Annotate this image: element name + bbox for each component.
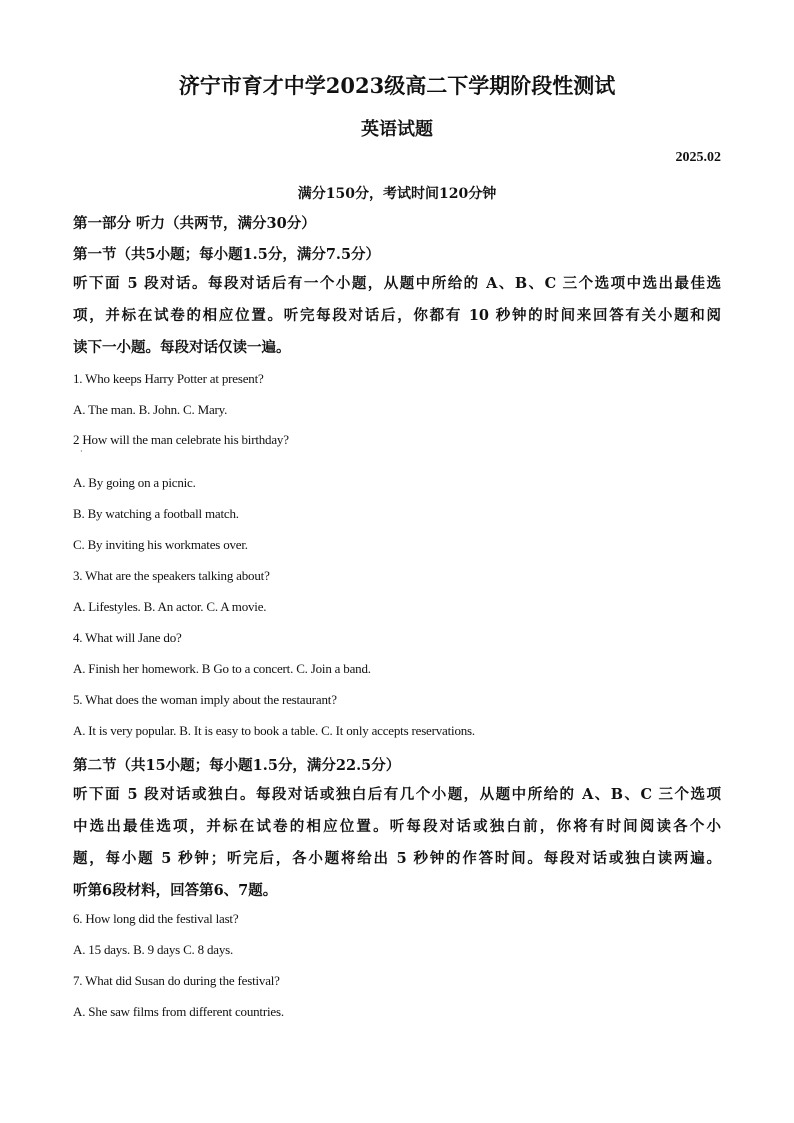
instruction-line: 听下面 5 段对话或独白。每段对话或独白后有几个小题，从题中所给的 A、B、C 三个选项	[73, 786, 721, 803]
question-3-options: A. Lifestyles. B. An actor. C. A movie.	[73, 599, 267, 614]
question-5-options: A. It is very popular. B. It is easy to book a table. C. It only accepts reservations.	[73, 723, 475, 738]
question-6: 6. How long did the festival last?	[73, 911, 239, 926]
instruction-line: 中选出最佳选项，并标在试卷的相应位置。听每段对话或独白前，你将有时间阅读各个小	[73, 818, 721, 835]
part1-heading: 第一部分 听力（共两节，满分30分）	[73, 215, 316, 232]
instruction-line: 项，并标在试卷的相应位置。听完每段对话后，你都有 10 秒钟的时间来回答有关小题和阅	[73, 307, 721, 324]
exam-subtitle: 英语试题	[361, 119, 433, 140]
instruction-line: 听第6段材料，回答第6、7题。	[73, 882, 278, 899]
instruction-line: 题，每小题 5 秒钟；听完后，各小题将给出 5 秒钟的作答时间。每段对话或独白读两遍。	[73, 850, 721, 867]
question-4: 4. What will Jane do?	[73, 630, 182, 645]
question-3: 3. What are the speakers talking about?	[73, 568, 270, 583]
section2-instructions	[73, 779, 721, 907]
question-2: 2 How will the man celebrate his birthday?	[73, 432, 289, 447]
question-5: 5. What does the woman imply about the restaurant?	[73, 692, 337, 707]
question-2-option-a: A. By going on a picnic.	[73, 475, 196, 490]
question-7: 7. What did Susan do during the festival?	[73, 973, 280, 988]
section1-heading: 第一节（共5小题；每小题1.5分，满分7.5分）	[73, 246, 381, 263]
exam-title: 济宁市育才中学2023级高二下学期阶段性测试	[178, 73, 616, 98]
score-info: 满分150分，考试时间120分钟	[297, 186, 497, 202]
question-4-options: A. Finish her homework. B Go to a concert. C. Join a band.	[73, 661, 371, 676]
section2-heading: 第二节（共15小题；每小题1.5分，满分22.5分）	[73, 757, 401, 774]
exam-date: 2025.02	[675, 150, 721, 165]
question-7-option-a: A. She saw films from different countries.	[73, 1004, 284, 1019]
instruction-line: 读下一小题。每段对话仅读一遍。	[73, 339, 291, 356]
question-1-options: A. The man. B. John. C. Mary.	[73, 402, 228, 417]
question-2-option-c: C. By inviting his workmates over.	[73, 537, 248, 552]
question-2-option-b: B. By watching a football match.	[73, 506, 239, 521]
question-6-options: A. 15 days. B. 9 days C. 8 days.	[73, 942, 234, 957]
section1-instructions	[73, 268, 721, 364]
stray-dot: ·	[80, 447, 83, 456]
question-1: 1. Who keeps Harry Potter at present?	[73, 371, 264, 386]
instruction-line: 听下面 5 段对话。每段对话后有一个小题，从题中所给的 A、B、C 三个选项中选出最佳选	[73, 275, 721, 292]
